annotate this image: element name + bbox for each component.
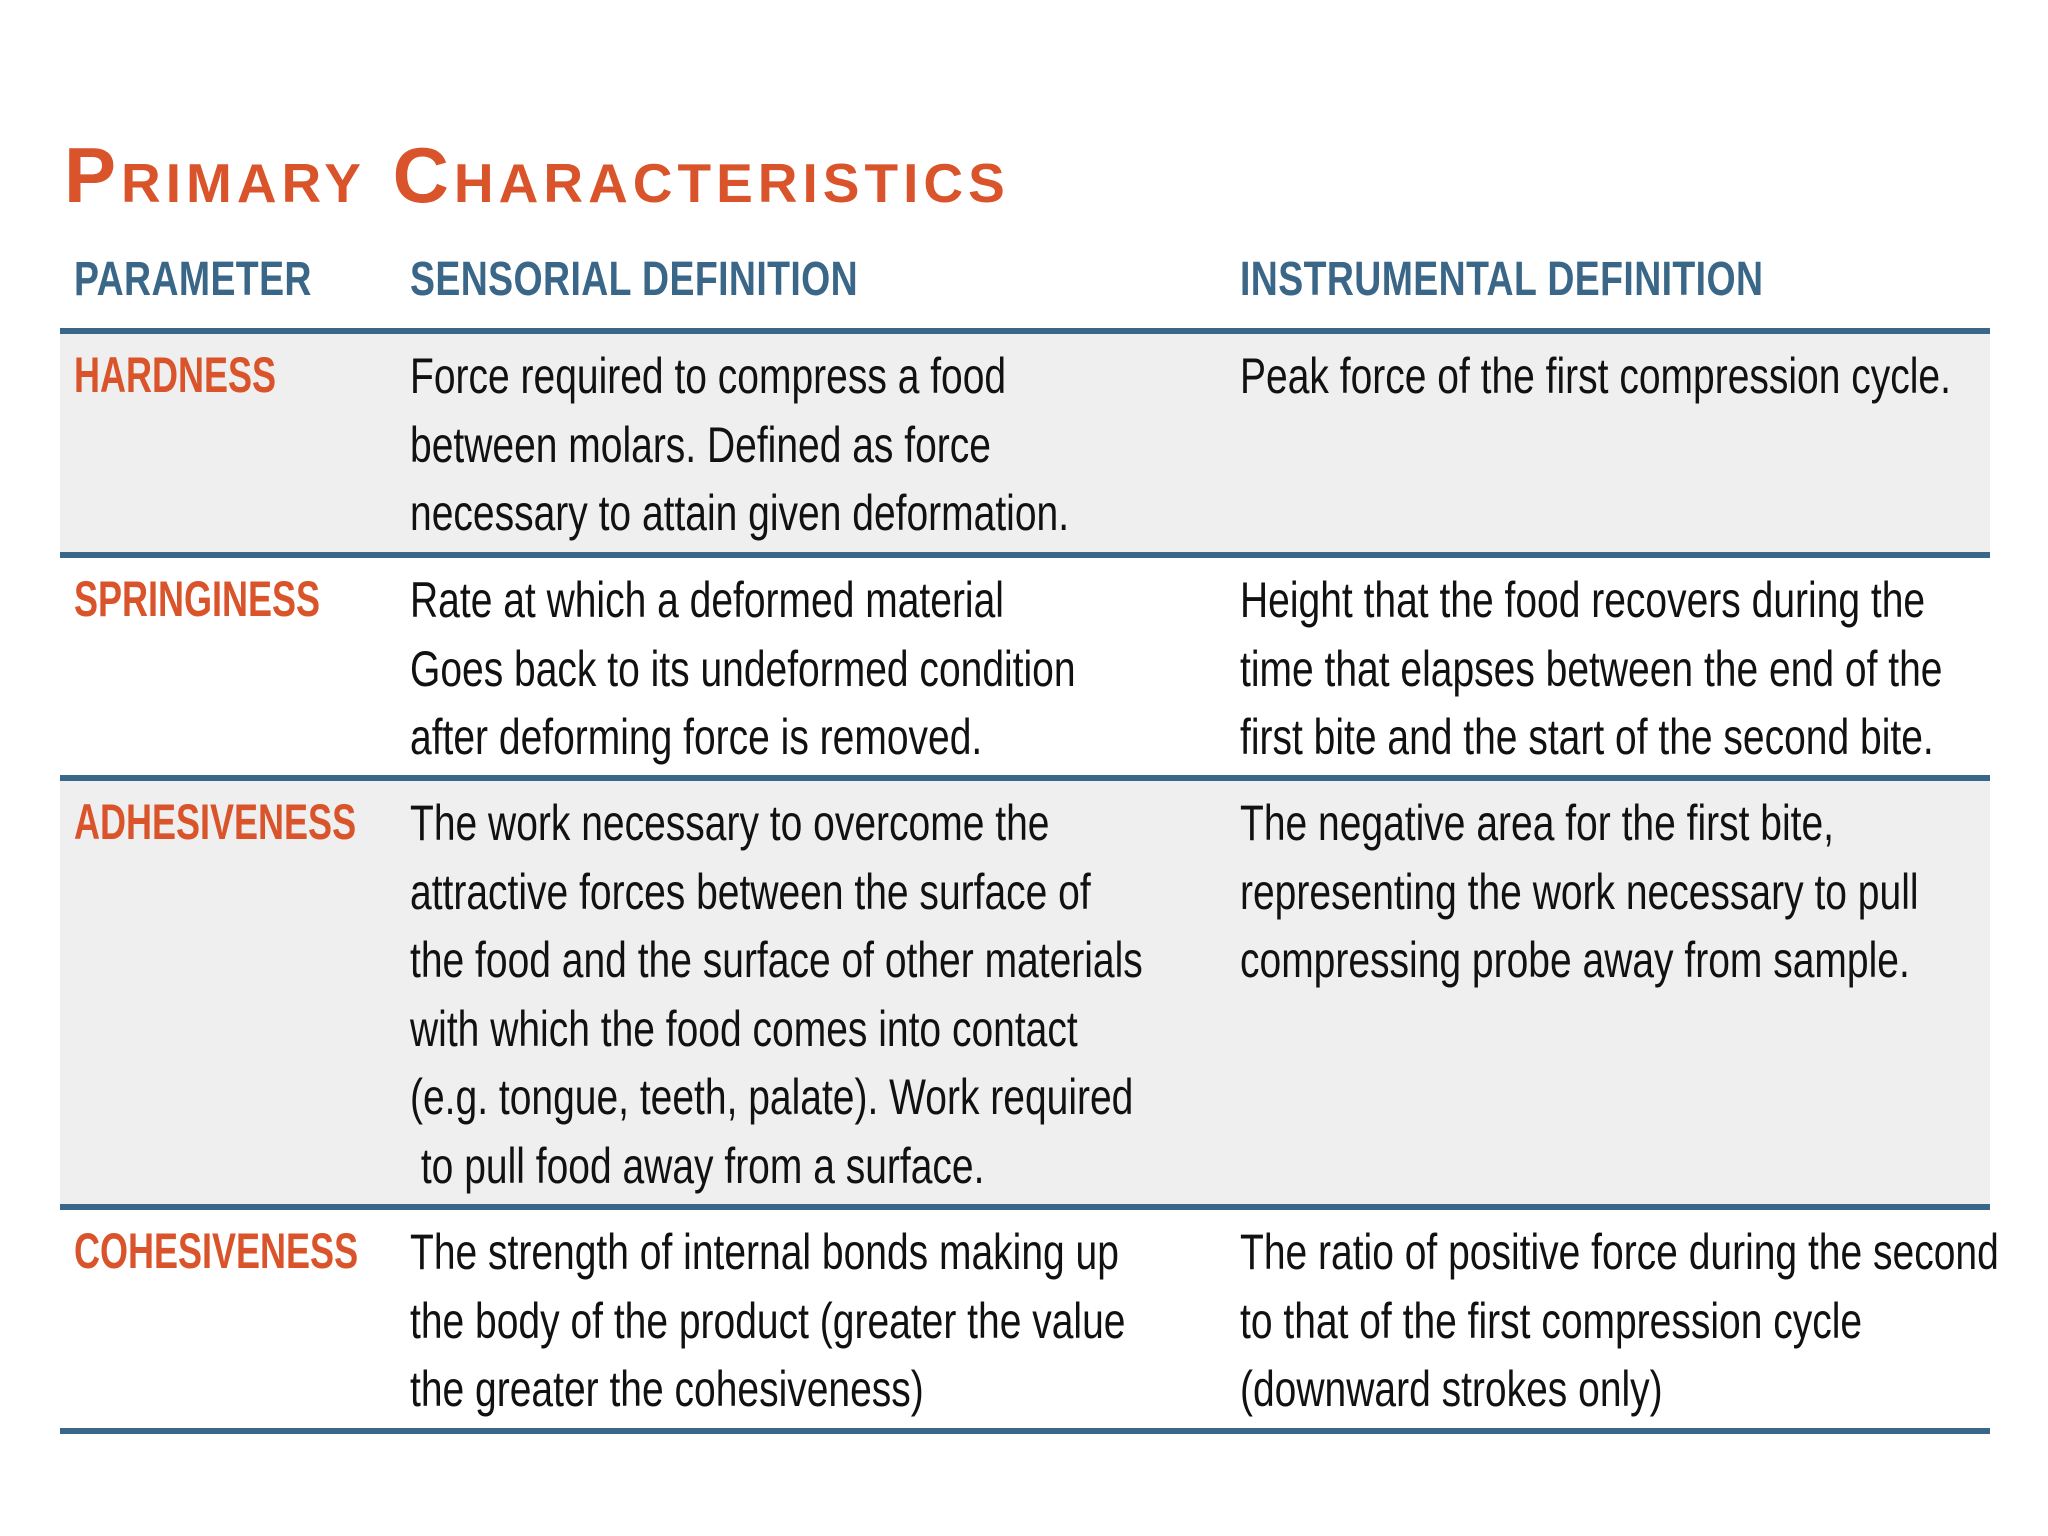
text-line: after deforming force is removed. — [410, 709, 983, 765]
header-sensorial-definition: SENSORIAL DEFINITION — [410, 253, 859, 306]
sensorial-definition — [410, 342, 1069, 548]
text-line: necessary to attain given deformation. — [410, 485, 1070, 541]
sensorial-definition — [410, 789, 1143, 1200]
text-line: Rate at which a deformed material — [410, 572, 1004, 628]
text-line: (e.g. tongue, teeth, palate). Work required — [410, 1069, 1134, 1125]
parameter-name: SPRINGINESS — [74, 571, 321, 627]
text-line: attractive forces between the surface of — [410, 863, 1091, 920]
instrumental-definition — [1240, 342, 1951, 411]
parameter-name: HARDNESS — [74, 347, 277, 403]
header-instrumental-definition: INSTRUMENTAL DEFINITION — [1240, 253, 1764, 306]
instrumental-definition — [1240, 566, 1942, 772]
text-line: Goes back to its undeformed condition — [410, 640, 1076, 697]
text-line: to pull food away from a surface. — [410, 1137, 985, 1194]
characteristics-table — [60, 240, 1999, 1434]
text-line: time that elapses between the end of the — [1240, 640, 1943, 697]
text-line: Peak force of the first compression cycle. — [1240, 348, 1951, 404]
text-line: the food and the surface of other materials — [410, 932, 1143, 988]
text-line: representing the work necessary to pull — [1240, 863, 1919, 920]
text-line: The work necessary to overcome the — [410, 795, 1050, 851]
text-line: with which the food comes into contact — [410, 1000, 1078, 1057]
text-line: The negative area for the first bite, — [1240, 795, 1834, 851]
page-title: Primary Characteristics — [64, 131, 1010, 219]
sensorial-definition — [410, 1218, 1125, 1424]
parameter-name: COHESIVENESS — [74, 1223, 359, 1279]
text-line: The ratio of positive force during the second — [1240, 1224, 1999, 1280]
text-line: the body of the product (greater the value — [410, 1292, 1126, 1349]
sensorial-definition — [410, 566, 1076, 772]
table-row-cohesiveness — [60, 1210, 1999, 1434]
text-line: between molars. Defined as force — [410, 416, 991, 473]
text-line: compressing probe away from sample. — [1240, 932, 1910, 988]
text-line: Height that the food recovers during the — [1240, 572, 1926, 628]
instrumental-definition — [1240, 789, 1919, 995]
text-line: first bite and the start of the second bite. — [1240, 709, 1934, 765]
instrumental-definition — [1240, 1218, 1999, 1424]
text-line: The strength of internal bonds making up — [410, 1224, 1119, 1280]
table-header — [60, 240, 1990, 334]
table-row-hardness — [60, 334, 1990, 558]
table-row-springiness — [60, 558, 1990, 781]
text-line: the greater the cohesiveness) — [410, 1361, 924, 1417]
text-line: (downward strokes only) — [1240, 1361, 1663, 1417]
table-row-adhesiveness — [60, 781, 1990, 1210]
text-line: to that of the first compression cycle — [1240, 1292, 1863, 1349]
text-line: Force required to compress a food — [410, 348, 1007, 404]
header-parameter: PARAMETER — [74, 253, 312, 306]
parameter-name: ADHESIVENESS — [74, 794, 357, 850]
